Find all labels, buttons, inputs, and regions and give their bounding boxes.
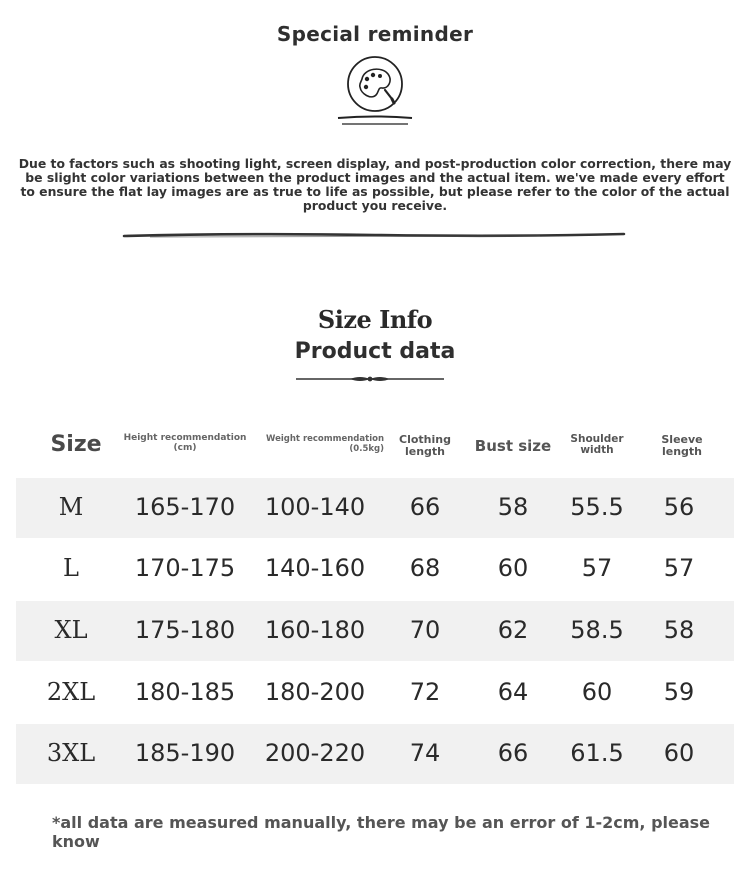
reminder-title: Special reminder [276,22,474,46]
cell-clothing-length: 74 [409,739,441,768]
cell-size: M [58,492,84,521]
cell-clothing-length: 70 [409,616,441,645]
cell-weight: 160-180 [264,616,366,645]
header-size: Size [50,432,102,457]
header-height: Height recommendation (cm) [123,433,247,453]
cell-shoulder: 55.5 [570,492,624,521]
cell-bust: 60 [497,554,529,583]
brush-divider [120,228,630,242]
cell-clothing-length: 68 [409,554,441,583]
table-row [16,663,734,723]
header-shoulder: Shoulder width [570,433,624,456]
size-info-title: Size Info [317,305,433,334]
header-sleeve: Sleeve length [661,433,703,458]
header-weight: Weight recommendation (0.5kg) [266,434,384,454]
color-disclaimer: Due to factors such as shooting light, screen display, and post-production color correction, there may be slight color variations between the product images and the actual item. we've made every effort to ensure the flat lay images are as true to life as possible, but please refer to the color of the actual product you receive. [18,156,732,213]
cell-sleeve: 60 [663,739,695,768]
cell-shoulder: 57 [581,554,613,583]
measurement-footnote: *all data are measured manually, there may be an error of 1-2cm, please know [52,813,711,851]
cell-sleeve: 56 [663,492,695,521]
cell-weight: 180-200 [264,677,366,706]
ornament-divider [294,373,446,385]
cell-bust: 64 [497,677,529,706]
cell-sleeve: 57 [663,554,695,583]
table-row [16,478,734,538]
cell-bust: 66 [497,739,529,768]
cell-bust: 58 [497,492,529,521]
header-bust: Bust size [474,437,552,455]
size-table-header [16,418,734,476]
cell-height: 170-175 [134,554,236,583]
palette-icon [336,54,414,130]
cell-size: 2XL [46,677,96,706]
table-row [16,539,734,599]
table-row [16,724,734,784]
cell-shoulder: 58.5 [570,616,624,645]
cell-size: L [63,554,79,583]
cell-sleeve: 58 [663,616,695,645]
size-table [16,418,734,784]
cell-shoulder: 61.5 [570,739,624,768]
cell-shoulder: 60 [581,677,613,706]
cell-sleeve: 59 [663,677,695,706]
cell-weight: 200-220 [264,739,366,768]
cell-height: 175-180 [134,616,236,645]
table-row [16,601,734,661]
cell-size: XL [54,616,88,645]
cell-clothing-length: 72 [409,677,441,706]
cell-weight: 100-140 [264,492,366,521]
cell-height: 185-190 [134,739,236,768]
cell-height: 165-170 [134,492,236,521]
product-data-title: Product data [294,339,456,364]
cell-bust: 62 [497,616,529,645]
cell-size: 3XL [46,739,96,768]
cell-weight: 140-160 [264,554,366,583]
header-clothing-length: Clothing length [399,433,451,458]
cell-clothing-length: 66 [409,492,441,521]
cell-height: 180-185 [134,677,236,706]
